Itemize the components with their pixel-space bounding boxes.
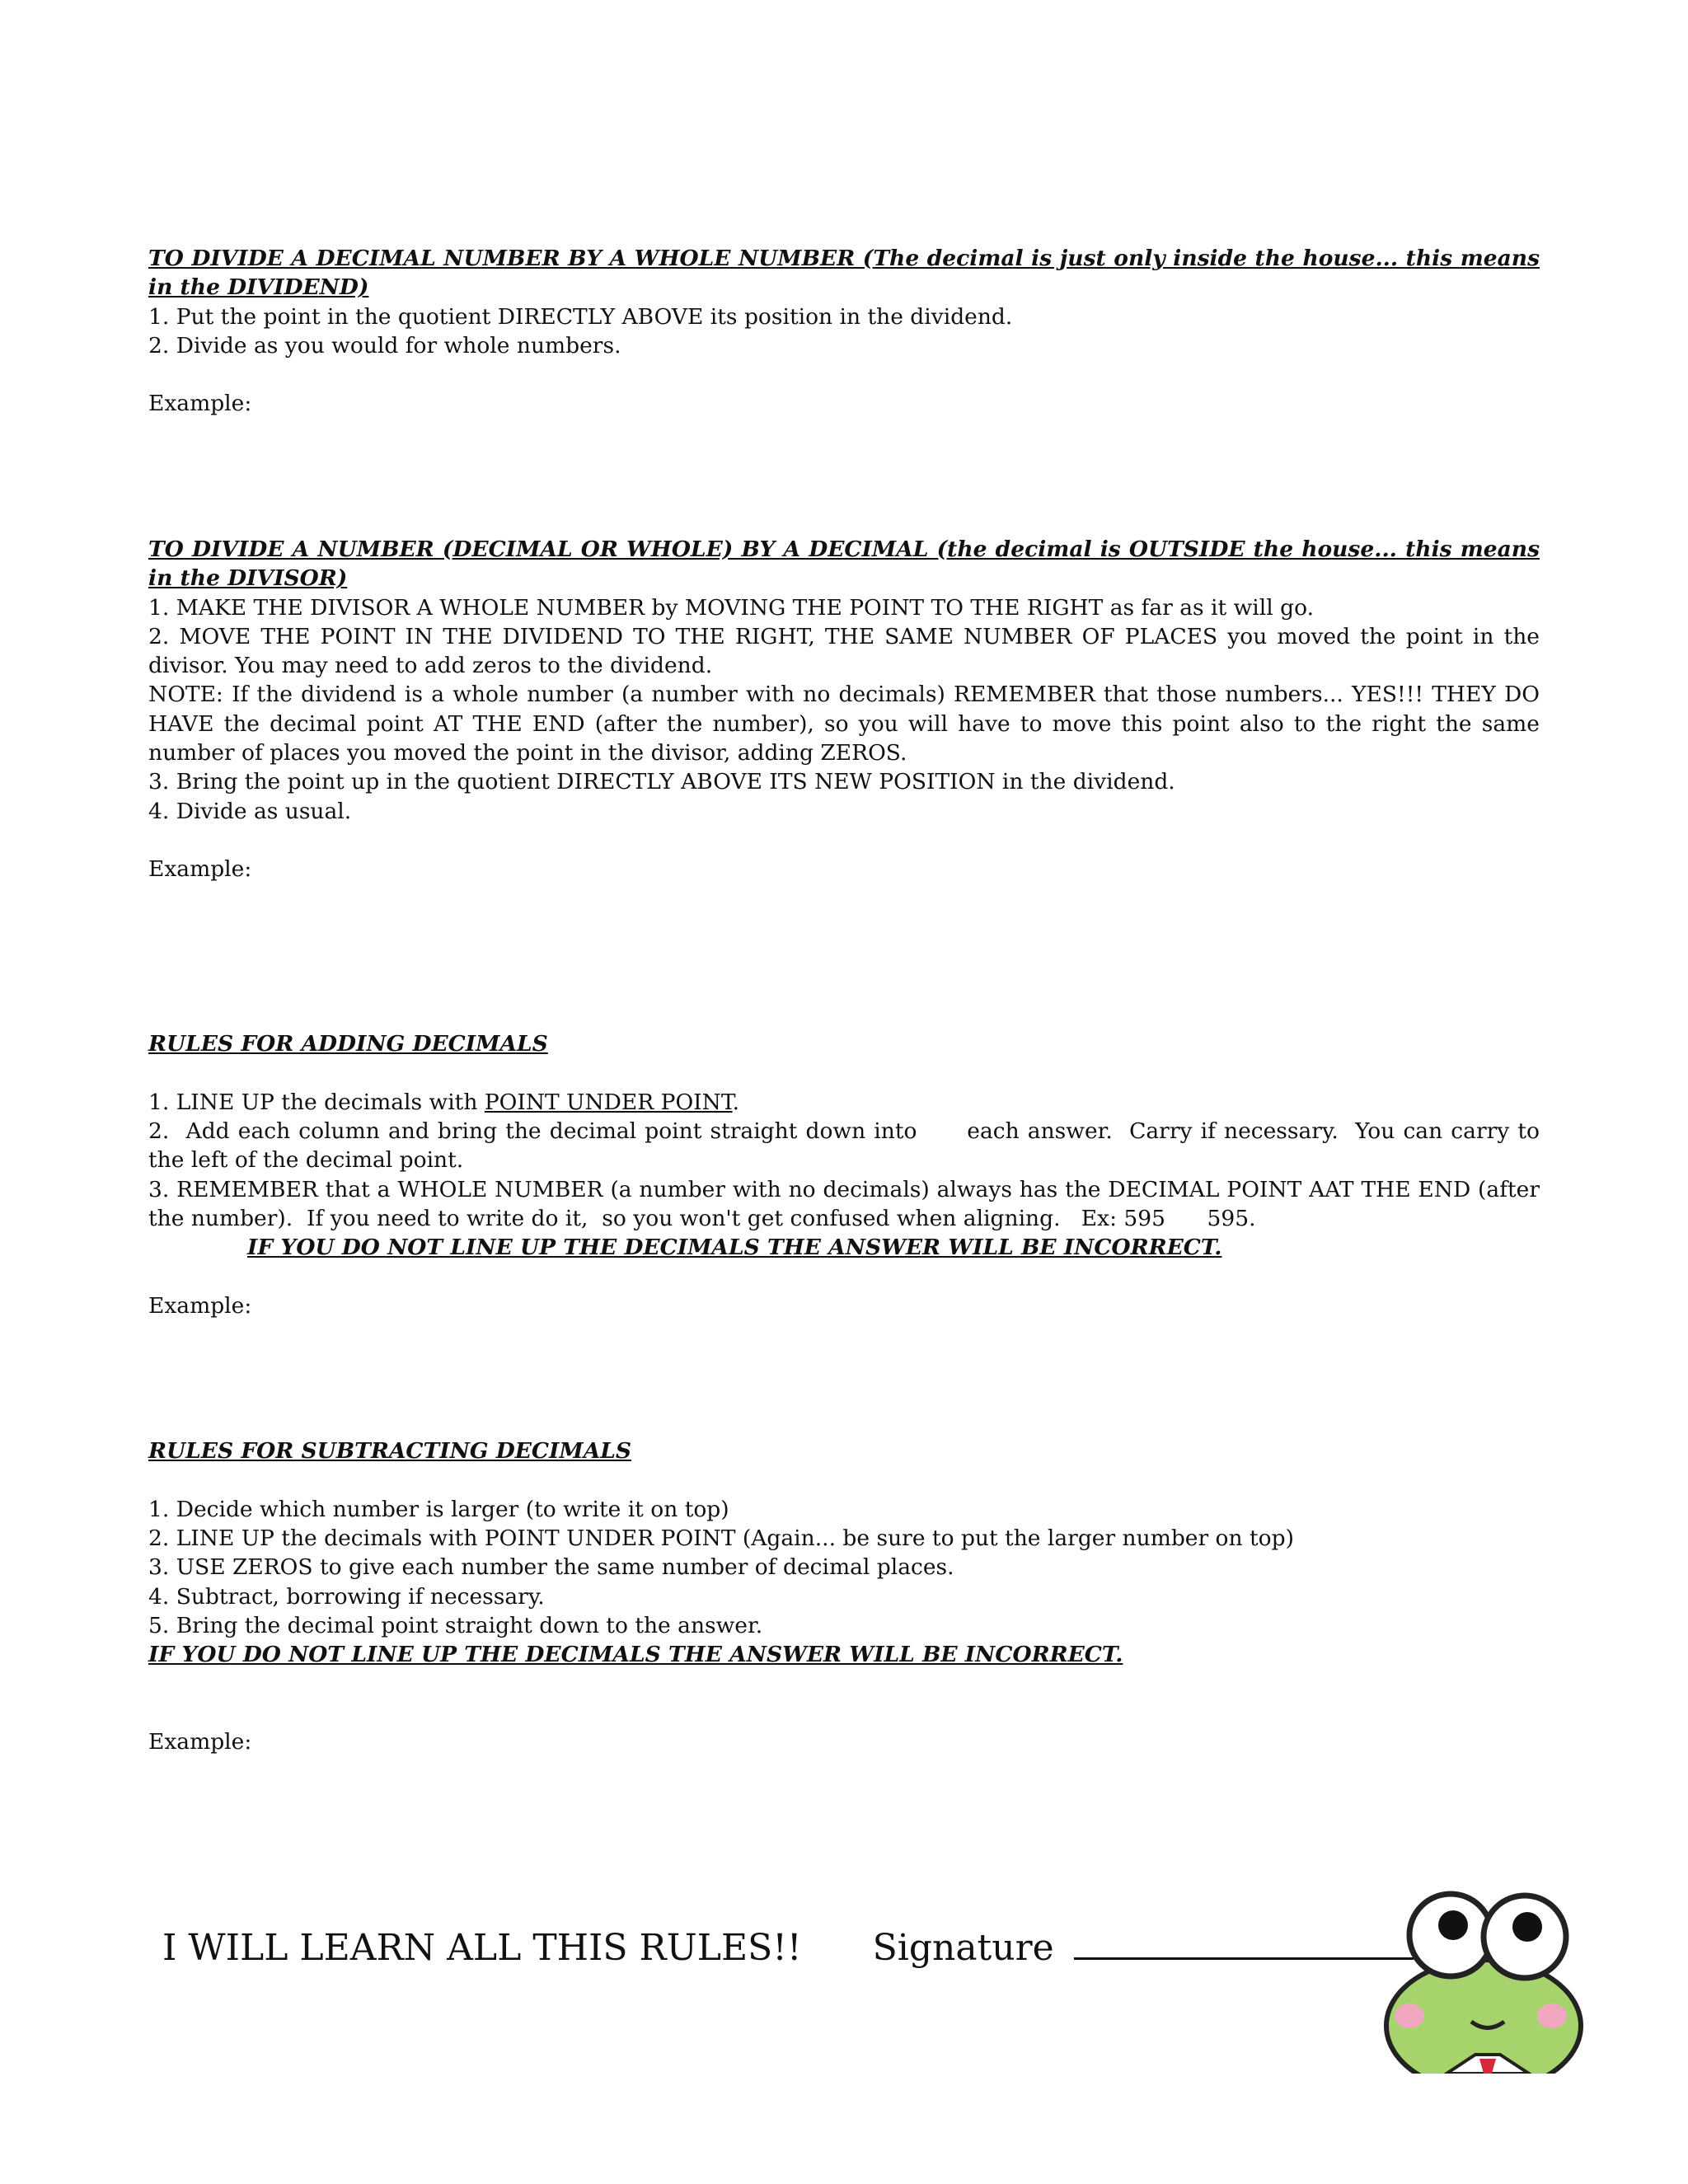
section4-heading: RULES FOR SUBTRACTING DECIMALS xyxy=(148,1438,632,1465)
section3-example-label: Example: xyxy=(148,1292,252,1319)
section3-step-1: 1. LINE UP the decimals with POINT UNDER POINT. xyxy=(148,1089,740,1115)
section2-step-4: 4. Divide as usual. xyxy=(148,798,352,824)
section4-step-3: 3. USE ZEROS to give each number the same number of decimal places. xyxy=(148,1554,954,1581)
section4-step-4: 4. Subtract, borrowing if necessary. xyxy=(148,1583,545,1610)
section1-step-1: 1. Put the point in the quotient DIRECTLY ABOVE its position in the dividend. xyxy=(148,303,1013,330)
pledge-text: I WILL LEARN ALL THIS RULES!! xyxy=(162,1927,802,1969)
section2-step-2: 2. MOVE THE POINT IN THE DIVIDEND TO THE RIGHT, THE SAME NUMBER OF PLACES you moved the point in the divisor. You may need to add zeros to the dividend. xyxy=(148,623,1540,679)
frog-mascot-icon xyxy=(1356,1886,1599,2074)
section1-heading: TO DIVIDE A DECIMAL NUMBER BY A WHOLE NUMBER (The decimal is just only inside the house... this means in the DIVIDEND) xyxy=(148,246,1540,301)
section1-step-2: 2. Divide as you would for whole numbers. xyxy=(148,332,621,359)
section3-step-3: 3. REMEMBER that a WHOLE NUMBER (a number with no decimals) always has the DECIMAL POINT AAT THE END (after the number). If you need to write do it, so you won't get confused when aligning. Ex: 595 595. xyxy=(148,1176,1547,1231)
point-under-point-text: POINT UNDER POINT xyxy=(484,1089,733,1115)
section2-note: NOTE: If the dividend is a whole number (a number with no decimals) REMEMBER that those numbers... YES!!! THEY DO HAVE the decimal point AT THE END (after the number), so you will have to move this point also to the right the same number of places you moved the point in the divisor, adding ZEROS. xyxy=(148,682,1540,766)
worksheet-body xyxy=(148,244,1547,1756)
section2-step-1: 1. MAKE THE DIVISOR A WHOLE NUMBER by MOVING THE POINT TO THE RIGHT as far as it will go. xyxy=(148,594,1314,621)
section4-step-5: 5. Bring the decimal point straight down to the answer. xyxy=(148,1612,763,1638)
pledge-line xyxy=(162,1927,1414,1969)
section4-example-label: Example: xyxy=(148,1729,252,1755)
section4-warning: IF YOU DO NOT LINE UP THE DECIMALS THE ANSWER WILL BE INCORRECT. xyxy=(148,1642,1123,1668)
section1-example-label: Example: xyxy=(148,391,252,417)
section2-step-3: 3. Bring the point up in the quotient DIRECTLY ABOVE ITS NEW POSITION in the dividend. xyxy=(148,769,1175,795)
section3-heading: RULES FOR ADDING DECIMALS xyxy=(148,1031,548,1057)
signature-label: Signature xyxy=(872,1927,1054,1969)
section4-step-1: 1. Decide which number is larger (to write it on top) xyxy=(148,1496,729,1522)
section2-example-label: Example: xyxy=(148,856,252,883)
section4-step-2: 2. LINE UP the decimals with POINT UNDER POINT (Again... be sure to put the larger number on top) xyxy=(148,1526,1294,1552)
section2-heading: TO DIVIDE A NUMBER (DECIMAL OR WHOLE) BY A DECIMAL (the decimal is OUTSIDE the house... this means in the DIVISOR) xyxy=(148,536,1540,592)
section3-warning: IF YOU DO NOT LINE UP THE DECIMALS THE ANSWER WILL BE INCORRECT. xyxy=(247,1235,1222,1261)
section3-step-2: 2. Add each column and bring the decimal point straight down into each answer. Carry if necessary. You can carry to the left of the decimal point. xyxy=(148,1118,1547,1174)
